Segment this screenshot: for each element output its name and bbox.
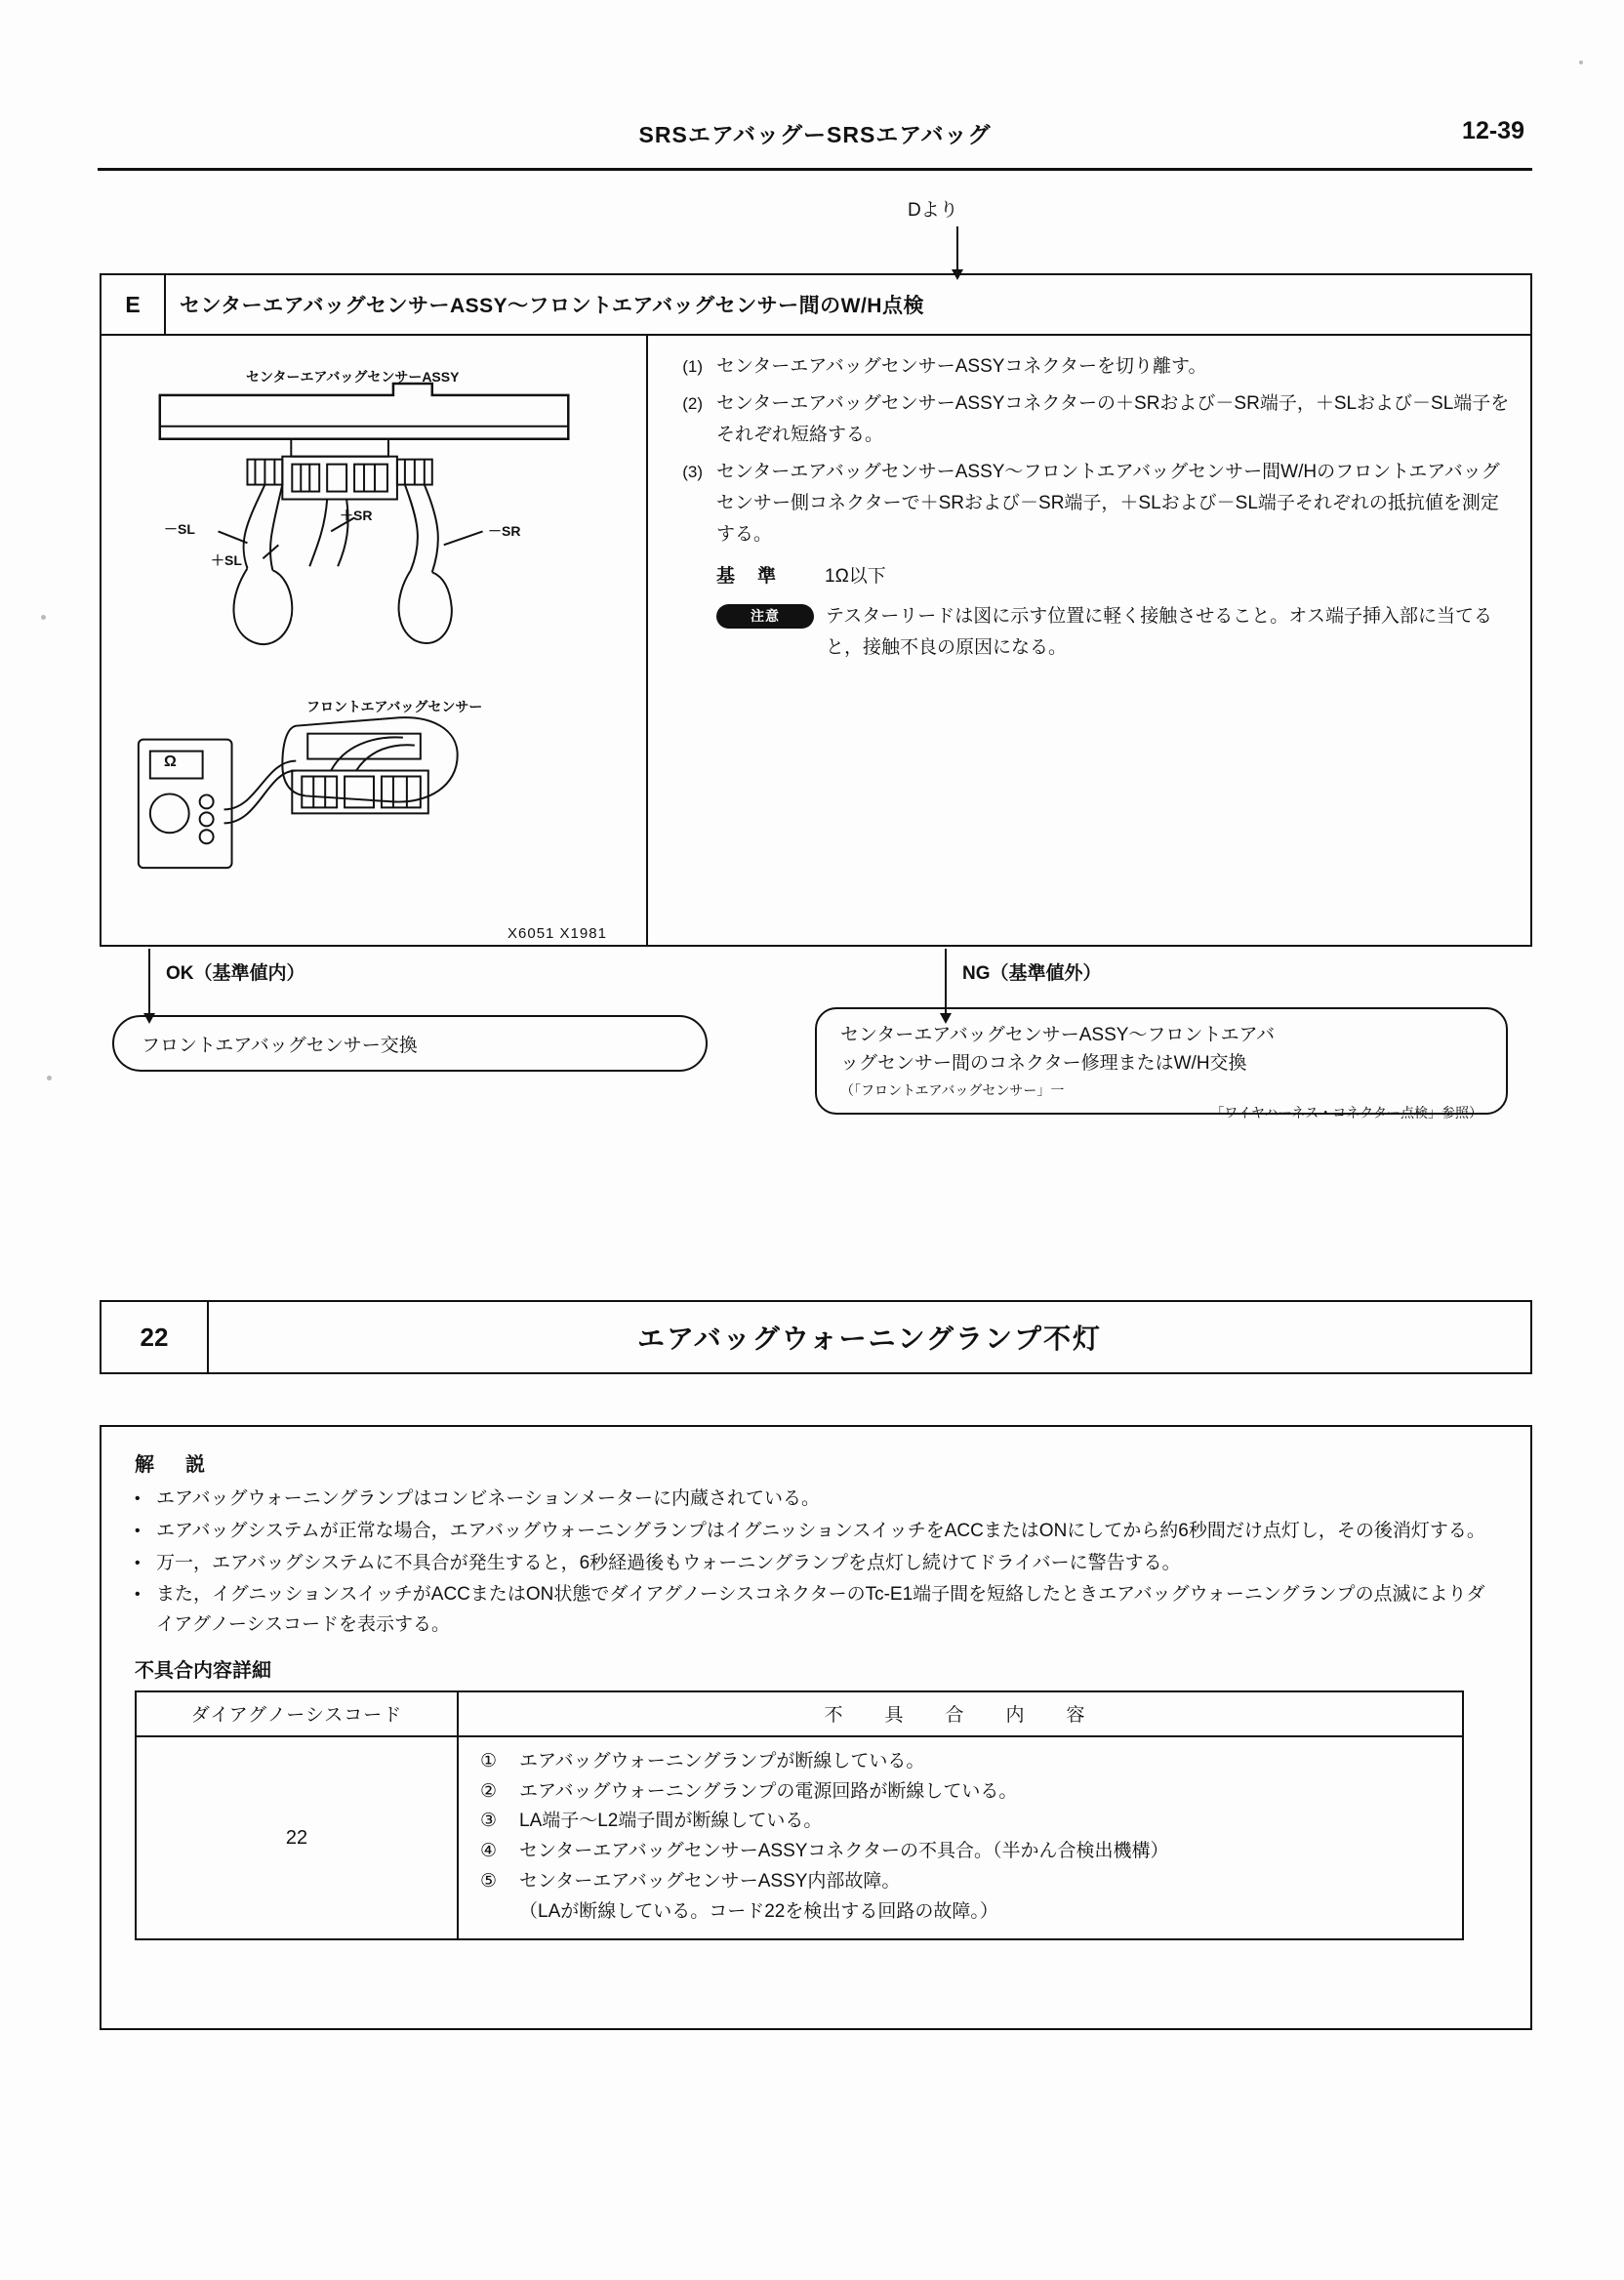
page-number: 12-39 [1462, 117, 1524, 144]
result-box-ok: フロントエアバッグセンサー交換 [112, 1015, 708, 1072]
section-title: エアバッグウォーニングランプ不灯 [636, 1323, 1103, 1354]
fault-detail-title: 不具合内容詳細 [135, 1659, 271, 1682]
fault-item [480, 1867, 1452, 1897]
caution-text: テスターリードは図に示す位置に軽く接触させること。オス端子挿入部に当てると，接触不良の原因になる。 [826, 606, 1493, 658]
label-front-sensor: フロントエアバッグセンサー [306, 699, 483, 714]
column-header-description: 不 具 合 内 容 [458, 1691, 1463, 1736]
explanation-bullet [135, 1485, 1501, 1515]
explanation-bullet [135, 1580, 1501, 1641]
section-22-header [100, 1300, 1532, 1374]
standard-label: 基 準 [716, 566, 779, 588]
caution-row [716, 601, 1513, 663]
result-box-ng [815, 1007, 1508, 1120]
step-number: (3) [682, 462, 703, 481]
label-center-sensor: センターエアバッグセンサーASSY [246, 369, 460, 385]
step-text: センターエアバッグセンサーASSY～フロントエアバッグセンサー間W/Hのフロントエアバッグセンサー側コネクターで＋SRおよび－SR端子，＋SLおよび－SL端子それぞれの抵抗値を測定する。 [716, 461, 1500, 545]
page-speck [1579, 61, 1583, 64]
fault-item-number: ⑤ [480, 1870, 498, 1892]
standard-value: 1Ω以下 [825, 566, 886, 588]
illustration-cell [102, 336, 648, 947]
page-speck [47, 1076, 52, 1080]
bullet-text: エアバッグシステムが正常な場合，エアバッグウォーニングランプはイグニッションスイッチをACCまたはONにしてから約6秒間だけ点灯し，その後消灯する。 [156, 1520, 1485, 1541]
procedure-cell [650, 336, 1532, 947]
bullet-dot-icon: • [135, 1490, 141, 1507]
bullet-dot-icon: • [135, 1522, 141, 1539]
step-text: センターエアバッグセンサーASSYコネクターの＋SRおよび－SR端子，＋SLおよび－SL端子をそれぞれ短絡する。 [716, 392, 1510, 445]
page-title: SRSエアバッグーSRSエアバッグ [638, 122, 992, 147]
step-number: (2) [682, 393, 703, 413]
check-step-e [100, 273, 1532, 947]
ng-result-line2: ッグセンサー間のコネクター修理またはW/H交換 [840, 1053, 1247, 1075]
explanation-title: 解 説 [135, 1454, 211, 1476]
page-speck [41, 615, 46, 620]
standard-row [716, 561, 1513, 588]
procedure-step [666, 351, 1513, 383]
page-header [98, 117, 1532, 166]
label-terminal-plus-sr: ＋SR [340, 508, 373, 523]
section-22-body [100, 1425, 1532, 2030]
bullet-dot-icon: • [135, 1554, 141, 1571]
fault-item [480, 1837, 1452, 1867]
label-terminal-plus-sl: ＋SL [211, 552, 242, 568]
fault-item-text: センターエアバッグセンサーASSY内部故障。 [519, 1870, 901, 1892]
fault-item [480, 1807, 1452, 1837]
fault-item-number: ② [480, 1780, 498, 1802]
fault-item-number: ③ [480, 1811, 498, 1832]
fault-item-number: ① [480, 1750, 498, 1771]
fault-item-text: LA端子～L2端子間が断線している。 [519, 1811, 823, 1832]
ng-result-line1: センターエアバッグセンサーASSY～フロントエアバ [840, 1025, 1276, 1045]
tester-omega-symbol: Ω [164, 753, 177, 770]
fault-item-text: エアバッグウォーニングランプが断線している。 [519, 1750, 925, 1771]
fault-item [480, 1747, 1452, 1777]
fault-item-number: ④ [480, 1841, 498, 1862]
cell-code: 22 [136, 1736, 458, 1940]
fault-item-text: エアバッグウォーニングランプの電源回路が断線している。 [519, 1780, 1018, 1802]
bullet-text: 万一，エアバッグシステムに不具合が発生すると，6秒経過後もウォーニングランプを点灯し続けてドライバーに警告する。 [156, 1552, 1181, 1573]
label-terminal-minus-sl: －SL [164, 521, 195, 537]
column-header-code: ダイアグノーシスコード [136, 1691, 458, 1736]
ng-reference-line1: （「フロントエアバッグセンサー」一 [840, 1081, 1065, 1098]
caution-badge: 注意 [716, 604, 814, 629]
cell-description [458, 1736, 1463, 1940]
step-text: センターエアバッグセンサーASSYコネクターを切り離す。 [716, 356, 1207, 377]
section-number: 22 [102, 1302, 209, 1372]
check-step-e-header [102, 275, 1530, 336]
bullet-text: また，イグニッションスイッチがACCまたはON状態でダイアグノーシスコネクターのTc-E1端子間を短絡したときエアバッグウォーニングランプの点滅によりダイアグノーシスコードを表示する。 [156, 1584, 1485, 1636]
bullet-text: エアバッグウォーニングランプはコンビネーションメーターに内蔵されている。 [156, 1488, 821, 1509]
explanation-bullet [135, 1517, 1501, 1547]
procedure-step [666, 457, 1513, 550]
figure-codes: X6051 X1981 [508, 925, 607, 942]
flow-arrow-ok [148, 949, 150, 1017]
header-divider [98, 168, 1532, 171]
step-title: センターエアバッグセンサーASSY～フロントエアバッグセンサー間のW/H点検 [180, 295, 924, 317]
explanation-bullet [135, 1549, 1501, 1579]
fault-item-continuation: （LAが断線している。コード22を検出する回路の故障。） [519, 1900, 998, 1922]
wiring-diagram [102, 336, 646, 947]
fault-item [480, 1777, 1452, 1808]
fault-item-text: センターエアバッグセンサーASSYコネクターの不具合。（半かん合検出機構） [519, 1841, 1169, 1862]
branch-label-ok: OK（基準値内） [166, 963, 305, 984]
ng-reference-line2: 「ワイヤハーネス・コネクター点検」参照） [1210, 1104, 1482, 1120]
flow-arrow-in [956, 226, 958, 273]
bullet-dot-icon: • [135, 1586, 141, 1604]
branch-label-ng: NG（基準値外） [962, 963, 1102, 984]
step-number: (1) [682, 357, 703, 376]
label-terminal-minus-sr: －SR [488, 523, 521, 539]
step-letter: E [102, 275, 166, 334]
procedure-step [666, 388, 1513, 451]
table-header-row [136, 1691, 1463, 1736]
table-row [136, 1736, 1463, 1940]
flow-from-label: Dより [908, 200, 958, 221]
fault-table [135, 1690, 1464, 1941]
